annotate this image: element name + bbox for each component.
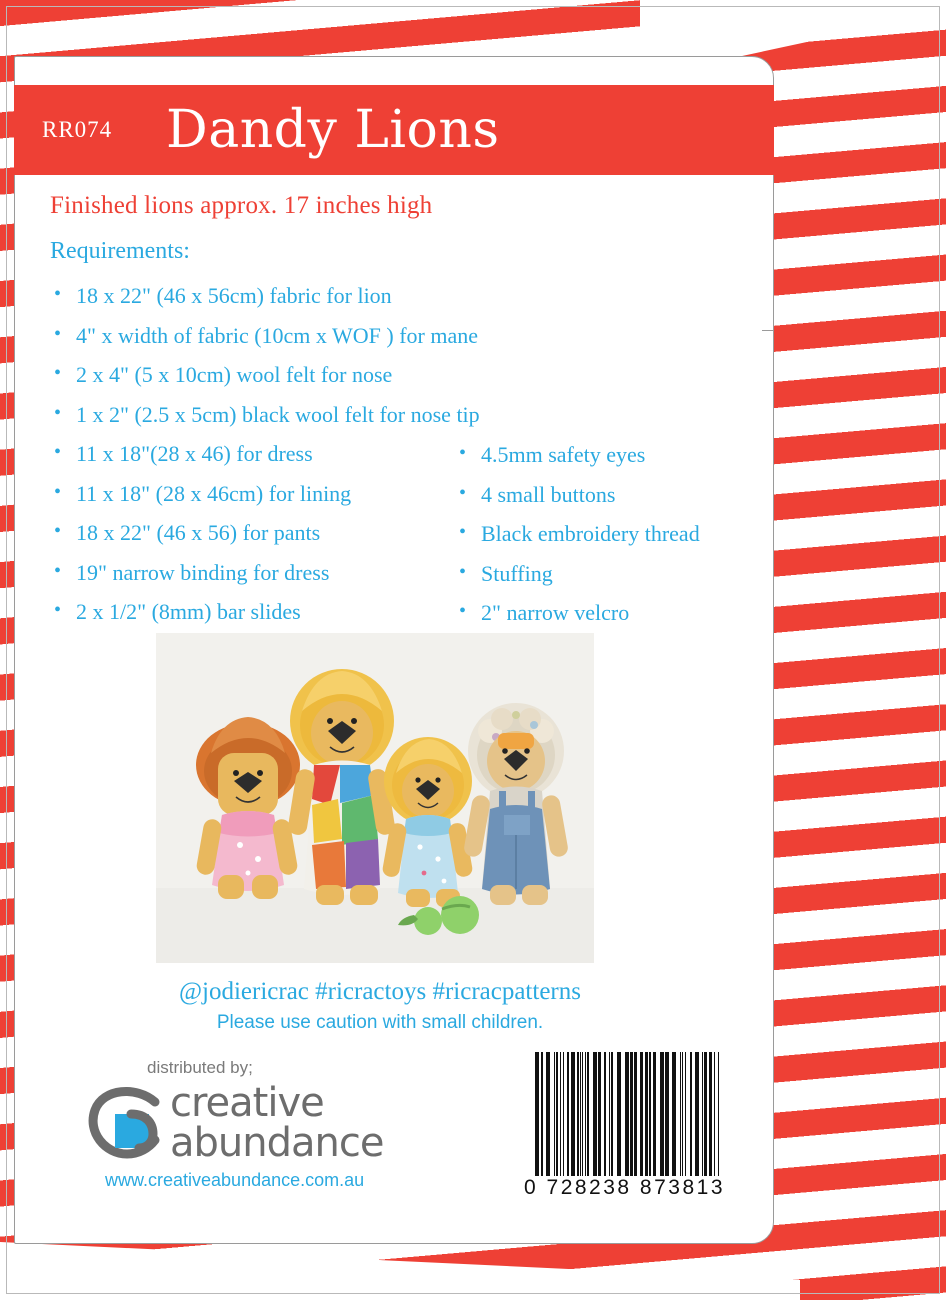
barcode xyxy=(517,1052,732,1212)
requirements-list-left xyxy=(50,276,480,632)
title-band xyxy=(14,85,774,175)
social-hashtags: @jodiericrac #ricractoys #ricracpatterns xyxy=(179,978,581,1005)
list-item: • 4 small buttons xyxy=(455,475,775,515)
product-photo xyxy=(156,633,594,963)
list-item: • 11 x 18"(28 x 46) for dress xyxy=(50,434,470,474)
caution-note: Please use caution with small children. xyxy=(216,1012,544,1033)
list-item: • 1 x 2" (2.5 x 5cm) black wool felt for nose tip xyxy=(50,395,470,435)
requirements-label: Requirements: xyxy=(50,238,190,264)
list-item: • 2" narrow velcro xyxy=(455,593,775,633)
list-item: • Stuffing xyxy=(455,554,775,594)
distributor-url: www.creativeabundance.com.au xyxy=(105,1170,365,1190)
barcode-number: 0 728238 873813 xyxy=(524,1176,725,1199)
list-item: • 4.5mm safety eyes xyxy=(455,435,775,475)
distributed-by-label: distributed by; xyxy=(147,1058,253,1077)
distributor-logo xyxy=(85,1058,475,1198)
list-item: • Black embroidery thread xyxy=(455,514,775,554)
list-item: • 4" x width of fabric (10cm x WOF ) for mane xyxy=(50,316,470,356)
list-item: • 2 x 4" (5 x 10cm) wool felt for nose xyxy=(50,355,470,395)
product-code: RR074 xyxy=(42,117,113,142)
list-item: • 18 x 22" (46 x 56) for pants xyxy=(50,513,470,553)
list-item: • 18 x 22" (46 x 56cm) fabric for lion xyxy=(50,276,470,316)
creative-abundance-mark-icon xyxy=(85,1084,167,1162)
distributor-name-line2: abundance xyxy=(170,1120,384,1166)
finished-size-text: Finished lions approx. 17 inches high xyxy=(50,192,433,219)
page-title: Dandy Lions xyxy=(166,100,500,160)
barcode-bars xyxy=(535,1052,725,1176)
distributor-name-line1: creative xyxy=(170,1080,324,1126)
flap-fold-line-lower xyxy=(773,955,774,987)
list-item: • 19" narrow binding for dress xyxy=(50,553,470,593)
list-item: • 11 x 18" (28 x 46cm) for lining xyxy=(50,474,470,514)
list-item: • 2 x 1/2" (8mm) bar slides xyxy=(50,592,470,632)
requirements-list-right xyxy=(455,435,775,633)
